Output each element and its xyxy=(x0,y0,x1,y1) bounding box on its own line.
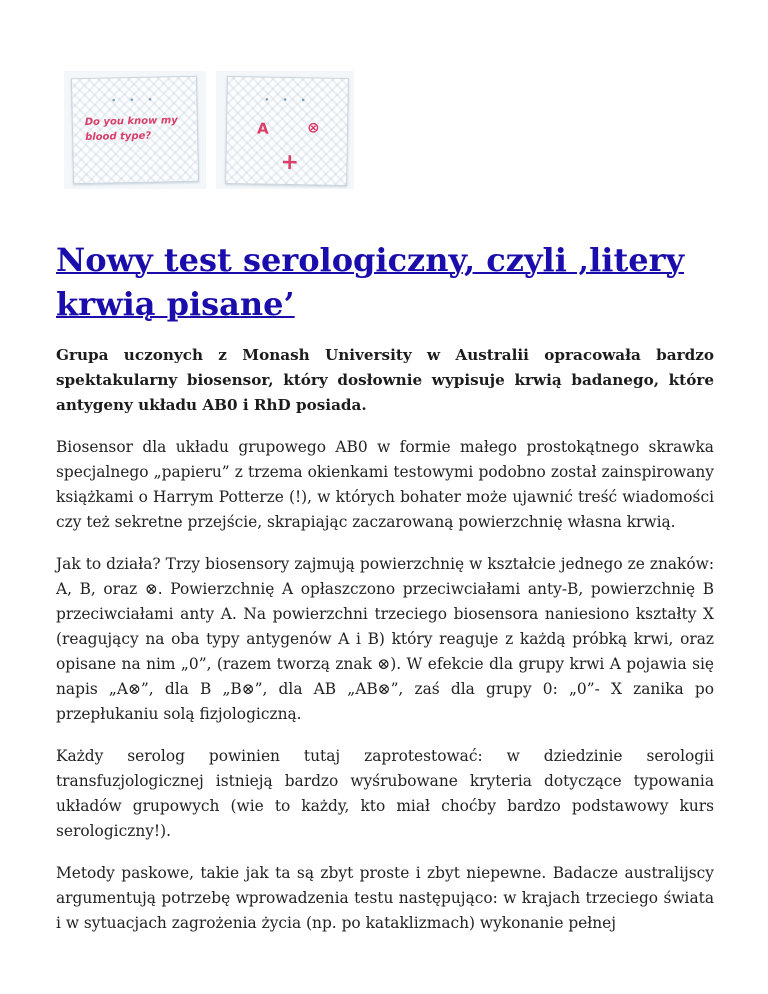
handwritten-question: Do you know my blood type? xyxy=(84,115,178,144)
test-paper-left xyxy=(71,76,199,185)
article-body xyxy=(56,343,714,936)
article-paragraph: Każdy serolog powinien tutaj zaprotestować: w dziedzinie serologii transfuzjologicznej istnieją bardzo wyśrubowane kryteria dotyczące typowania układów grupowych (wie to każdy, kto miał choćby bardzo podstawowy kurs serologiczny!). xyxy=(56,747,714,840)
article-paragraph: Biosensor dla układu grupowego AB0 w formie małego prostokątnego skrawka specjalnego „papieru” z trzema okienkami testowymi podobno został zainspirowany książkami o Harrym Potterze (!), w których bohater może ujawnić treść wiadomości czy też sekretne przejście, skrapiając zaczarowaną powierzchnię własna krwią. xyxy=(56,438,714,531)
article-lead: Grupa uczonych z Monash University w Australii opracowała bardzo spektakularny biosensor, który dosłownie wypisuje krwią badanego, które antygeny układu AB0 i RhD posiada. xyxy=(56,346,714,414)
article-title xyxy=(56,238,716,326)
test-card-photo-right xyxy=(216,71,354,189)
test-paper-right xyxy=(225,76,349,186)
blood-mark-a: A xyxy=(256,119,269,138)
test-card-photo-left xyxy=(64,71,206,189)
test-window-dots: • • • xyxy=(264,95,311,107)
article-paragraph: Jak to działa? Trzy biosensory zajmują powierzchnię w kształcie jednego ze znaków: A, B, oraz ⊗. Powierzchnię A opłaszczono przeciwciałami anty-B, powierzchnię B przeciwciałami anty A. Na powierzchni trzeciego biosensora naniesiono kształty X (reagujący na oba typy antygenów A i B) który reaguje z każdą próbką krwi, oraz opisane na nim „0”, (razem tworzą znak ⊗). W efekcie dla grupy krwi A pojawia się napis „A⊗”, dla B „B⊗”, dla AB „AB⊗”, zaś dla grupy 0: „0”- X zanika po przepłukaniu solą fizjologiczną. xyxy=(56,555,714,723)
article-title-link[interactable]: Nowy test serologiczny, czyli ‚litery krwią pisane’ xyxy=(56,241,685,323)
article-paragraph: Metody paskowe, takie jak ta są zbyt proste i zbyt niepewne. Badacze australijscy argumentują potrzebę wprowadzenia testu następująco: w krajach trzeciego świata i w sytuacjach zagrożenia życia (np. po kataklizmach) wykonanie pełnej xyxy=(56,864,714,932)
blood-mark-o-x: ⊗ xyxy=(306,118,320,137)
hero-image xyxy=(64,71,354,189)
test-window-dots: • • • xyxy=(110,95,158,107)
blood-mark-plus: + xyxy=(280,149,300,176)
